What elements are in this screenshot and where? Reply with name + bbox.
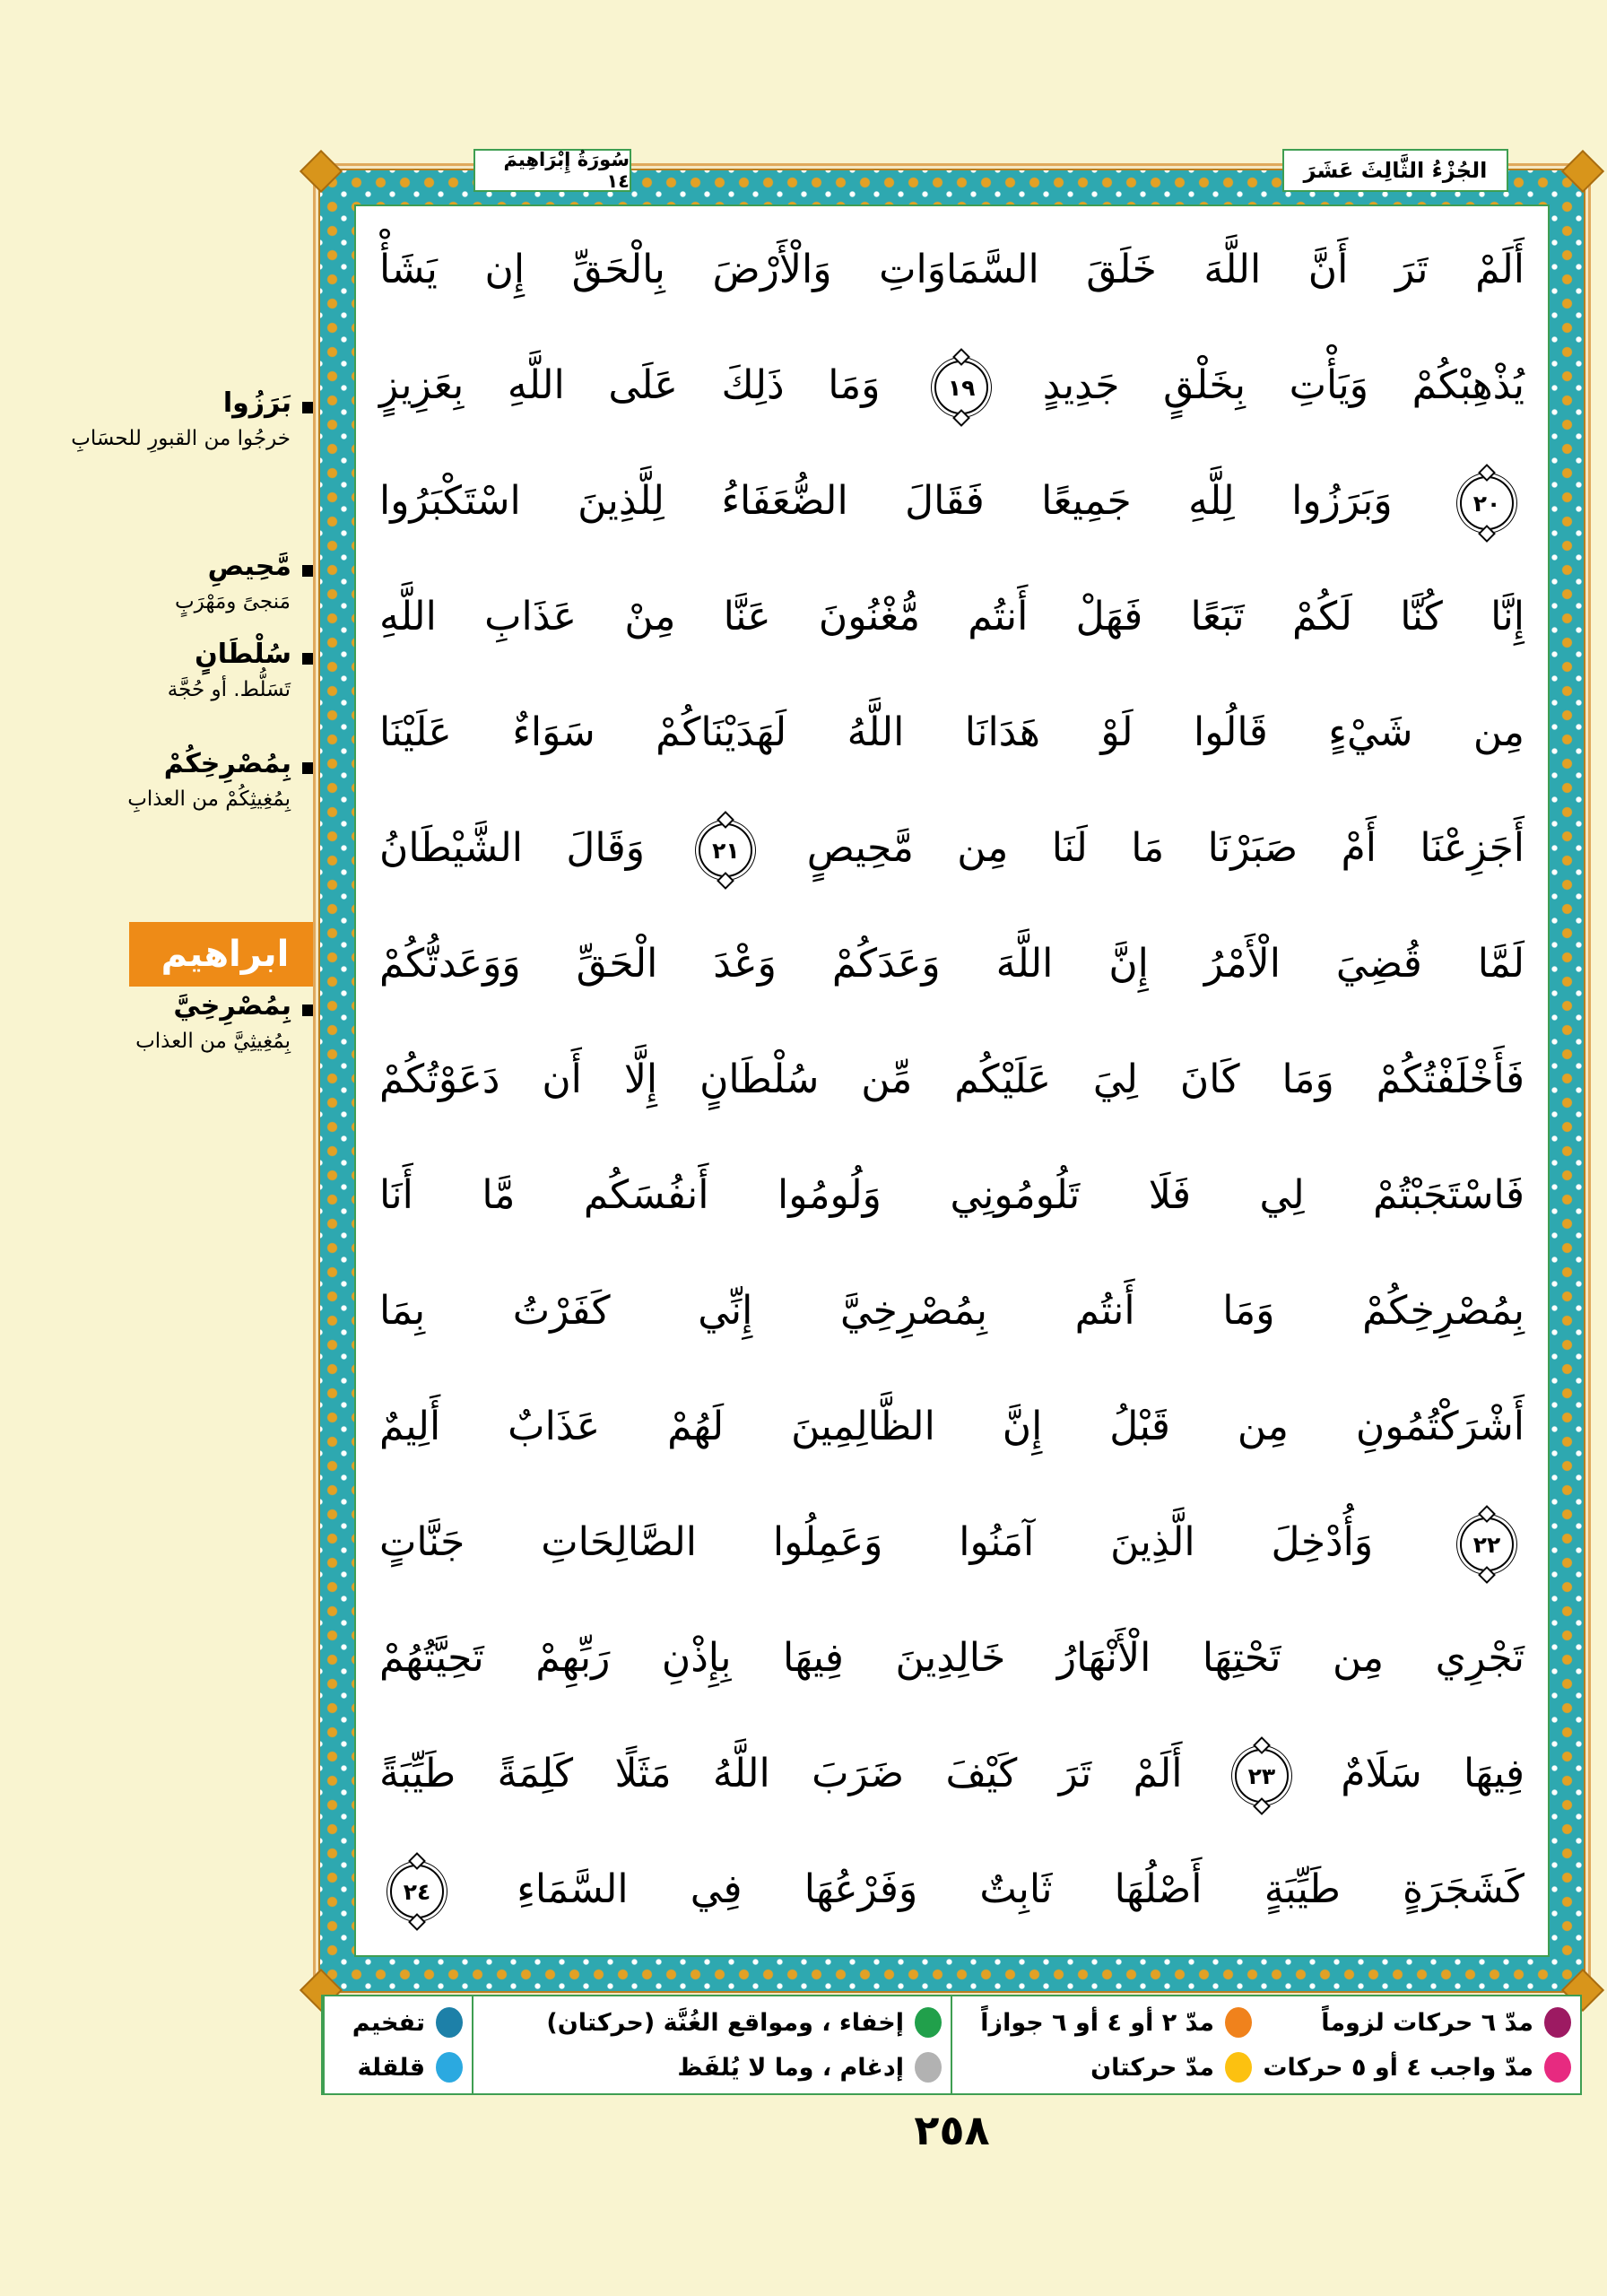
quran-line: أَلَمْ تَرَ أَنَّ اللَّهَ خَلَقَ السَّمَاوَاتِ وَالْأَرْضَ بِالْحَقِّ إِن يَشَأْ xyxy=(379,247,1524,292)
legend-entry xyxy=(1270,2007,1571,2038)
legend-column xyxy=(1261,1996,1580,2093)
ornamental-border-frame xyxy=(318,169,1585,1993)
glossary-entry xyxy=(52,639,314,709)
glossary-word-row xyxy=(52,387,314,419)
legend-entry xyxy=(482,2007,942,2038)
glossary-word-row xyxy=(52,551,314,582)
legend-entry xyxy=(334,2052,463,2083)
ayah-number-marker: ٢٤ xyxy=(390,1865,444,1918)
bullet-square-icon xyxy=(302,653,314,665)
color-dot-icon xyxy=(1225,2007,1252,2038)
quran-line: لَمَّا قُضِيَ الْأَمْرُ إِنَّ اللَّهَ وَعَدَكُمْ وَعْدَ الْحَقِّ وَوَعَدتُّكُمْ xyxy=(379,941,1524,987)
glossary-entry xyxy=(52,748,314,819)
quran-line: تَجْرِي مِن تَحْتِهَا الْأَنْهَارُ خَالِدِينَ فِيهَا بِإِذْنِ رَبِّهِمْ تَحِيَّتُهُمْ xyxy=(379,1635,1524,1681)
bullet-square-icon xyxy=(302,402,314,413)
glossary-meaning: تَسَلُّط. أو حُجَّة xyxy=(167,678,291,701)
ayah-number-marker: ٢٠ xyxy=(1460,476,1514,530)
glossary-word-row xyxy=(52,990,314,1022)
legend-entry xyxy=(961,2007,1252,2038)
legend-column xyxy=(323,1996,472,2093)
glossary-word: بِمُصْرِخِيَّ xyxy=(173,990,291,1022)
color-dot-icon xyxy=(436,2007,463,2038)
ayah-number-marker: ٢١ xyxy=(699,823,752,877)
glossary-word: مَّحِيصِ xyxy=(207,551,291,582)
legend-label: قلقلة xyxy=(357,2053,425,2082)
legend-column xyxy=(951,1996,1261,2093)
bullet-square-icon xyxy=(302,762,314,774)
glossary-entry xyxy=(52,387,314,458)
quran-line: بِمُصْرِخِكُمْ وَمَا أَنتُم بِمُصْرِخِيَّ إِنِّي كَفَرْتُ بِمَا xyxy=(379,1288,1524,1334)
glossary-meaning: بِمُغِيثِكُمْ من العذابِ xyxy=(127,787,291,811)
surah-name-tab: ابراهيم xyxy=(129,922,321,987)
quran-line: أَجَزِعْنَا أَمْ صَبَرْنَا مَا لَنَا مِن مَّحِيصٍ ٢١ وَقَالَ الشَّيْطَانُ xyxy=(379,790,1524,906)
quran-line: فَاسْتَجَبْتُمْ لِي فَلَا تَلُومُونِي وَلُومُوا أَنفُسَكُم مَّا أَنَا xyxy=(379,1172,1524,1218)
ayah-number-marker: ٢٢ xyxy=(1460,1518,1514,1571)
color-dot-icon xyxy=(915,2052,942,2083)
surah-name-box: سُورَةُ إِبْرَاهِيمَ ١٤ xyxy=(473,149,631,192)
legend-label: مدّ ٢ أو ٤ أو ٦ جوازاً xyxy=(980,2008,1214,2037)
quran-line: ٢٠ وَبَرَزُوا لِلَّهِ جَمِيعًا فَقَالَ الضُّعَفَاءُ لِلَّذِينَ اسْتَكْبَرُوا xyxy=(379,443,1524,559)
legend-entry xyxy=(961,2052,1252,2083)
quran-line: ٢٢ وَأُدْخِلَ الَّذِينَ آمَنُوا وَعَمِلُوا الصَّالِحَاتِ جَنَّاتٍ xyxy=(379,1484,1524,1600)
glossary-word: سُلْطَانٍ xyxy=(195,639,291,670)
color-dot-icon xyxy=(1544,2052,1571,2083)
glossary-word: بِمُصْرِخِكُمْ xyxy=(163,748,291,779)
quran-text-area xyxy=(354,204,1550,1957)
legend-entry xyxy=(482,2052,942,2083)
glossary-word: بَرَزُوا xyxy=(222,387,291,419)
ayah-number-marker: ٢٣ xyxy=(1235,1749,1289,1803)
legend-label: إخفاء ، ومواقع الغُنَّة (حركتان) xyxy=(546,2008,904,2037)
glossary-word-row xyxy=(52,748,314,779)
quran-line: كَشَجَرَةٍ طَيِّبَةٍ أَصْلُهَا ثَابِتٌ وَفَرْعُهَا فِي السَّمَاءِ ٢٤ xyxy=(379,1831,1524,1947)
legend-entry xyxy=(1263,2052,1571,2083)
legend-column xyxy=(472,1996,951,2093)
bullet-square-icon xyxy=(302,1004,314,1016)
legend-label: إدغام ، وما لا يُلفَظ xyxy=(677,2053,904,2082)
bullet-square-icon xyxy=(302,565,314,577)
quran-line: أَشْرَكْتُمُونِ مِن قَبْلُ إِنَّ الظَّالِمِينَ لَهُمْ عَذَابٌ أَلِيمٌ xyxy=(379,1404,1524,1449)
color-dot-icon xyxy=(915,2007,942,2038)
quran-line: إِنَّا كُنَّا لَكُمْ تَبَعًا فَهَلْ أَنتُم مُّغْنُونَ عَنَّا مِنْ عَذَابِ اللَّهِ xyxy=(379,594,1524,639)
quran-line: فِيهَا سَلَامٌ ٢٣ أَلَمْ تَرَ كَيْفَ ضَرَبَ اللَّهُ مَثَلًا كَلِمَةً طَيِّبَةً xyxy=(379,1716,1524,1831)
page-number: ٢٥٨ xyxy=(914,2106,990,2154)
legend-label: مدّ ٦ حركات لزوماً xyxy=(1321,2008,1533,2037)
glossary-meaning: بِمُغِيثِيَّ من العذاب xyxy=(135,1030,291,1053)
quran-line: مِن شَيْءٍ قَالُوا لَوْ هَدَانَا اللَّهُ لَهَدَيْنَاكُمْ سَوَاءٌ عَلَيْنَا xyxy=(379,709,1524,755)
corner-ornament-icon xyxy=(1561,150,1604,193)
tajweed-legend xyxy=(321,1995,1582,2095)
color-dot-icon xyxy=(1225,2052,1252,2083)
legend-label: مدّ حركتان xyxy=(1090,2053,1214,2082)
legend-entry xyxy=(334,2007,463,2038)
quran-line: يُذْهِبْكُمْ وَيَأْتِ بِخَلْقٍ جَدِيدٍ ١٩ وَمَا ذَلِكَ عَلَى اللَّهِ بِعَزِيزٍ xyxy=(379,327,1524,443)
legend-label: مدّ واجب ٤ أو ٥ حركات xyxy=(1263,2053,1533,2082)
ayah-number-marker: ١٩ xyxy=(934,361,988,414)
juz-name-box: الجُزْءُ الثَّالِثَ عَشَرَ xyxy=(1282,149,1508,192)
quran-line: فَأَخْلَفْتُكُمْ وَمَا كَانَ لِيَ عَلَيْكُم مِّن سُلْطَانٍ إِلَّا أَن دَعَوْتُكُمْ xyxy=(379,1057,1524,1102)
glossary-entry xyxy=(52,990,314,1061)
color-dot-icon xyxy=(436,2052,463,2083)
color-dot-icon xyxy=(1544,2007,1571,2038)
legend-label: تفخيم xyxy=(352,2008,425,2037)
glossary-meaning: خرجُوا من القبورِ للحسَابِ xyxy=(71,427,291,450)
glossary-entry xyxy=(52,551,314,622)
glossary-word-row xyxy=(52,639,314,670)
corner-ornament-icon xyxy=(300,150,343,193)
glossary-meaning: مَنجىً ومَهْرَبٍ xyxy=(175,590,291,613)
